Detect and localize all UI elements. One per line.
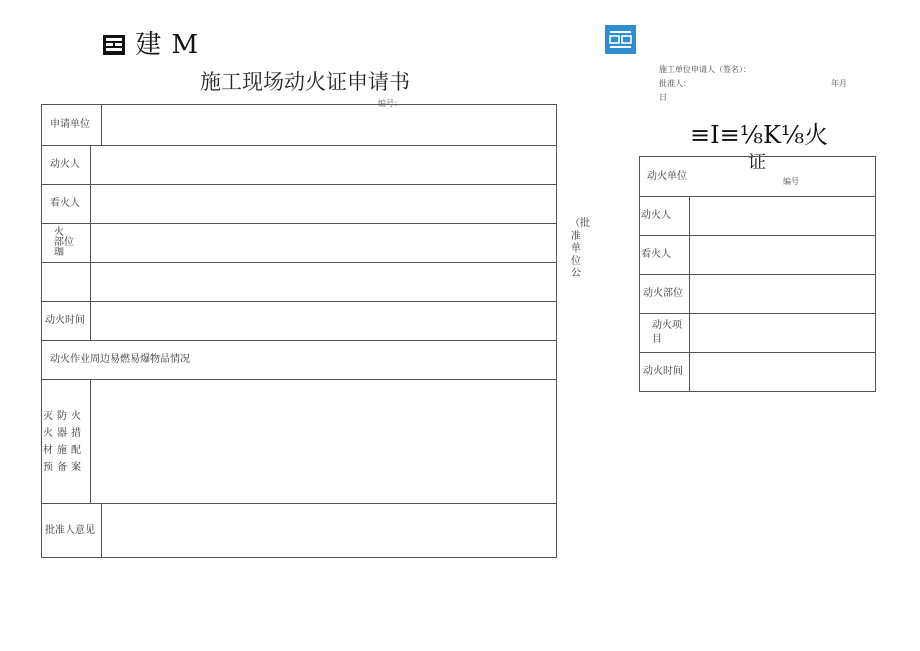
fire-item-field[interactable] xyxy=(91,263,557,302)
fire-location-field[interactable] xyxy=(91,224,557,263)
row-label: 看火人 xyxy=(640,236,690,275)
table-row xyxy=(640,275,876,314)
approval-unit-seal-label: （批准单位公 xyxy=(570,218,590,279)
row-label: 动火人 xyxy=(42,146,91,185)
permit-serial-label: 编号 xyxy=(783,177,799,186)
row-label: 动火单位 xyxy=(647,170,687,182)
table-row xyxy=(42,105,557,146)
surrounding-hazards-field[interactable]: 动火作业周边易燃易爆物品情况 xyxy=(42,341,557,380)
applicant-unit-field[interactable] xyxy=(102,105,557,146)
approver-label: 批准人： xyxy=(659,79,691,88)
table-row xyxy=(640,157,876,197)
permit-title-line2: 证 xyxy=(748,152,766,173)
permit-time-field[interactable] xyxy=(690,353,876,392)
table-row xyxy=(42,504,557,558)
permit-watcher-field[interactable] xyxy=(690,236,876,275)
table-row xyxy=(42,302,557,341)
permit-operator-field[interactable] xyxy=(690,197,876,236)
fire-watcher-field[interactable] xyxy=(91,185,557,224)
table-row xyxy=(42,185,557,224)
row-label: 灭防火火器措材施配预备案 xyxy=(42,380,91,504)
form-title: 施工现场动火证申请书 xyxy=(200,70,410,94)
company-logo-text: 建 M xyxy=(135,30,200,60)
application-form-table xyxy=(41,104,557,558)
table-row xyxy=(42,341,557,380)
table-row xyxy=(42,263,557,302)
table-row xyxy=(640,236,876,275)
row-label: 动火时间 xyxy=(42,302,91,341)
row-label: 动火部位 xyxy=(640,275,690,314)
row-label: 批准人意见 xyxy=(42,504,102,558)
approver-opinion-field[interactable] xyxy=(102,504,557,558)
row-label: 申请单位 xyxy=(42,105,102,146)
company-logo-right-icon xyxy=(605,25,636,54)
company-logo-icon xyxy=(102,33,126,63)
applicant-signature-label: 施工单位申请人（签名）： xyxy=(659,65,751,74)
permit-unit-field[interactable] xyxy=(640,157,876,197)
row-label: 看火人 xyxy=(42,185,91,224)
permit-title: ≡I≡⅛K⅛火 xyxy=(690,121,829,149)
company-logo xyxy=(102,24,199,63)
row-label: 动火项目 xyxy=(640,314,690,353)
date-year-month-label: 年月 xyxy=(831,79,847,88)
serial-number-label: 编号： xyxy=(378,99,402,108)
row-label: 动火时间 xyxy=(640,353,690,392)
fire-time-field[interactable] xyxy=(91,302,557,341)
date-day-label: 日 xyxy=(659,93,667,102)
table-row xyxy=(42,380,557,504)
table-row xyxy=(42,224,557,263)
row-label xyxy=(42,263,91,302)
row-label: 火 部位 珈 xyxy=(42,224,91,263)
row-label: 动火人 xyxy=(640,197,690,236)
table-row xyxy=(640,314,876,353)
fire-operator-field[interactable] xyxy=(91,146,557,185)
fire-prevention-measures-field[interactable] xyxy=(91,380,557,504)
table-row xyxy=(42,146,557,185)
permit-location-field[interactable] xyxy=(690,275,876,314)
permit-item-field[interactable] xyxy=(690,314,876,353)
table-row xyxy=(640,197,876,236)
permit-table xyxy=(639,156,876,392)
table-row xyxy=(640,353,876,392)
